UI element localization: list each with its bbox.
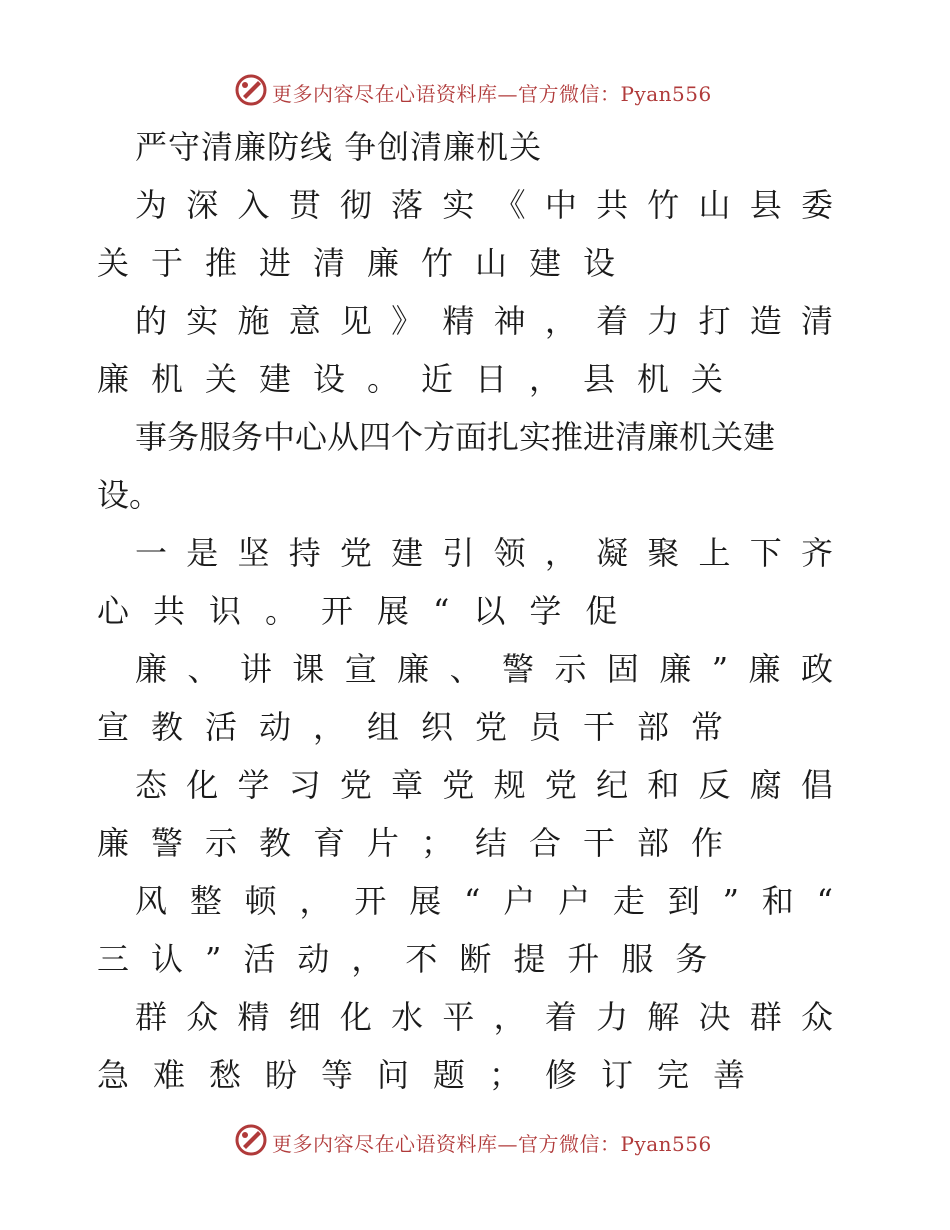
text-line: 关于推进清廉竹山建设	[97, 244, 638, 282]
text-line: 廉机关建设。近日，县机关	[97, 360, 746, 398]
text-line: 急难愁盼等问题；修订完善	[97, 1056, 770, 1094]
footer-banner	[0, 1120, 950, 1160]
red-circle-logo-icon	[234, 73, 268, 107]
document-title: 严守清廉防线 争创清廉机关	[135, 128, 543, 166]
text-line: 廉、讲课宣廉、警示固廉”廉政	[135, 650, 833, 688]
text-line: 的实施意见》精神，着力打造清	[135, 302, 833, 340]
text-line: 为深入贯彻落实《中共竹山县委	[135, 186, 833, 224]
text-line: 一是坚持党建引领，凝聚上下齐	[135, 534, 833, 572]
text-line: 风整顿，开展“户户走到”和“	[135, 882, 833, 920]
text-line: 态化学习党章党规党纪和反腐倡	[135, 766, 833, 804]
footer-banner-text: 更多内容尽在心语资料库—官方微信：Pyan556	[272, 1132, 712, 1156]
text-line: 三认”活动，不断提升服务	[97, 940, 730, 978]
text-line: 群众精细化水平，着力解决群众	[135, 998, 833, 1036]
text-line: 设。	[97, 476, 162, 514]
text-line: 事务服务中心从四个方面扎实推进清廉机关建	[135, 418, 776, 456]
text-line: 廉警示教育片；结合干部作	[97, 824, 746, 862]
text-line: 心共识。开展“以学促	[97, 592, 642, 630]
text-line: 宣教活动，组织党员干部常	[97, 708, 746, 746]
red-circle-logo-icon	[234, 1123, 268, 1157]
header-banner	[0, 70, 950, 110]
header-banner-text: 更多内容尽在心语资料库—官方微信：Pyan556	[272, 82, 712, 106]
